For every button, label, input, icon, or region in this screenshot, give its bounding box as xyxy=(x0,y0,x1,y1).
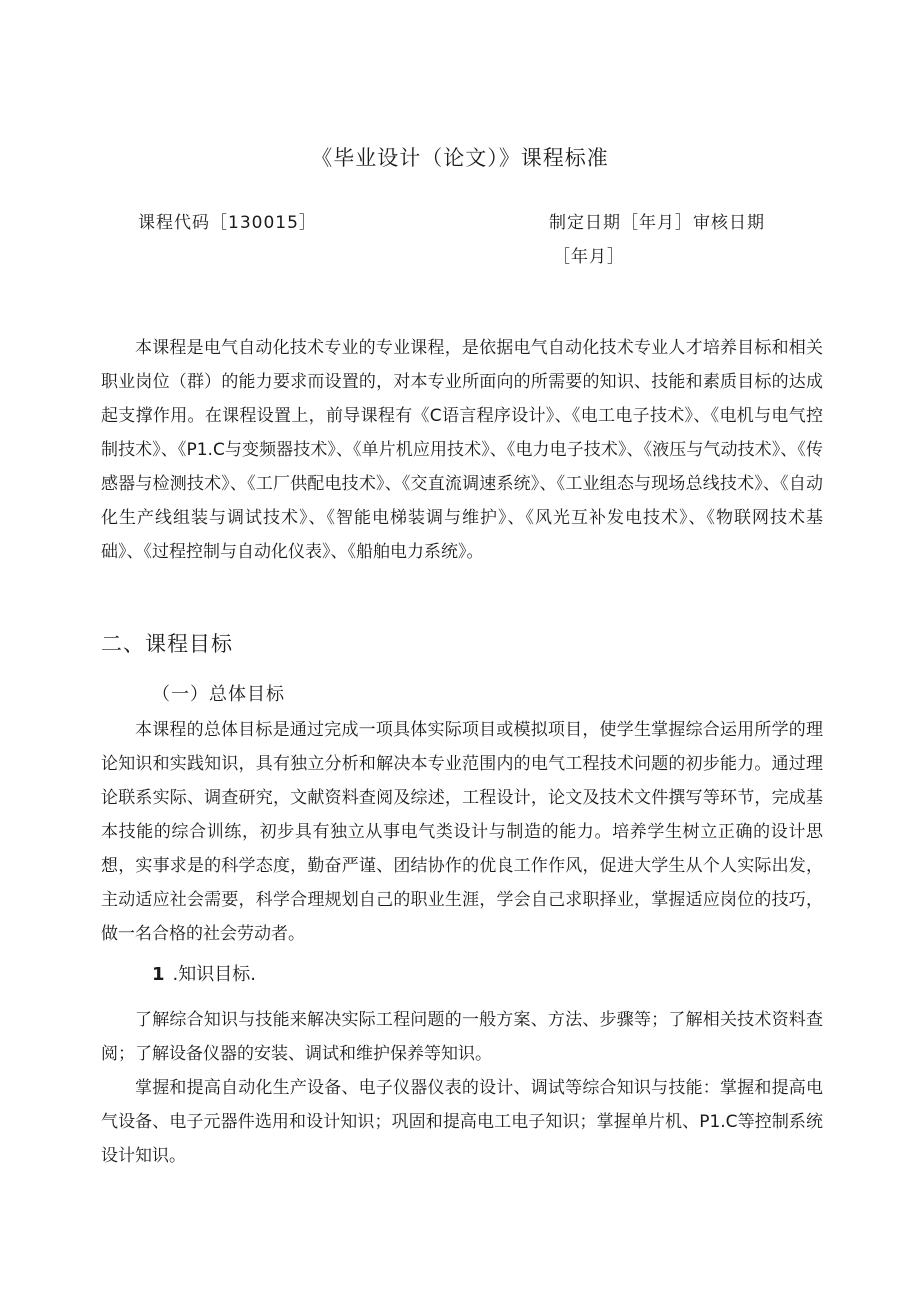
knowledge-goal-label: .知识目标. xyxy=(172,964,256,985)
date-line: 制定日期［年月］审核日期 xyxy=(549,213,765,233)
section-heading-course-goals: 二、课程目标 xyxy=(101,632,233,656)
intro-paragraph: 本课程是电气自动化技术专业的专业课程，是依据电气自动化技术专业人才培养目标和相关职业岗位（群）的能力要求而设置的，对本专业所面向的所需要的知识、技能和素质目标的达成起支撑作用。在课程设置上，前导课程有《C语言程序设计》、《电工电子技术》、《电机与电气控制技术》、《P1.C与变频器技术》、《单片机应用技术》、《电力电子技术》、《液压与气动技术》、《传感器与检测技术》、《工厂供配电技术》、《交直流调速系统》、《工业组态与现场总线技术》、《自动化生产线组装与调试技术》、《智能电梯装调与维护》、《风光互补发电技术》、《物联网技术基础》、《过程控制与自动化仪表》、《船舶电力系统》。 xyxy=(101,338,823,562)
date-line-continued: ［年月］ xyxy=(553,247,625,267)
knowledge-goal-heading xyxy=(152,960,256,986)
knowledge-paragraph-2: 掌握和提高自动化生产设备、电子仪器仪表的设计、调试等综合知识与技能：掌握和提高电气设备、电子元器件选用和设计知识；巩固和提高电工电子知识；掌握单片机、P1.C等控制系统设计知识。 xyxy=(101,1078,823,1166)
subsection-heading-overall-goal: （一）总体目标 xyxy=(152,684,285,705)
course-code: 课程代码［130015］ xyxy=(138,213,317,233)
document-title: 《毕业设计（论文）》课程标准 xyxy=(311,146,609,170)
knowledge-paragraph-1: 了解综合知识与技能来解决实际工程问题的一般方案、方法、步骤等；了解相关技术资料查阅；了解设备仪器的安装、调试和维护保养等知识。 xyxy=(101,1010,823,1064)
knowledge-goal-number: 1 xyxy=(152,964,165,985)
overall-goal-paragraph: 本课程的总体目标是通过完成一项具体实际项目或模拟项目，使学生掌握综合运用所学的理论知识和实践知识，具有独立分析和解决本专业范围内的电气工程技术问题的初步能力。通过理论联系实际、调查研究，文献资料查阅及综述，工程设计，论文及技术文件撰写等环节，完成基本技能的综合训练，初步具有独立从事电气类设计与制造的能力。培养学生树立正确的设计思想，实事求是的科学态度，勤奋严谨、团结协作的优良工作作风，促进大学生从个人实际出发，主动适应社会需要，科学合理规划自己的职业生涯，学会自己求职择业，掌握适应岗位的技巧，做一名合格的社会劳动者。 xyxy=(101,720,823,944)
